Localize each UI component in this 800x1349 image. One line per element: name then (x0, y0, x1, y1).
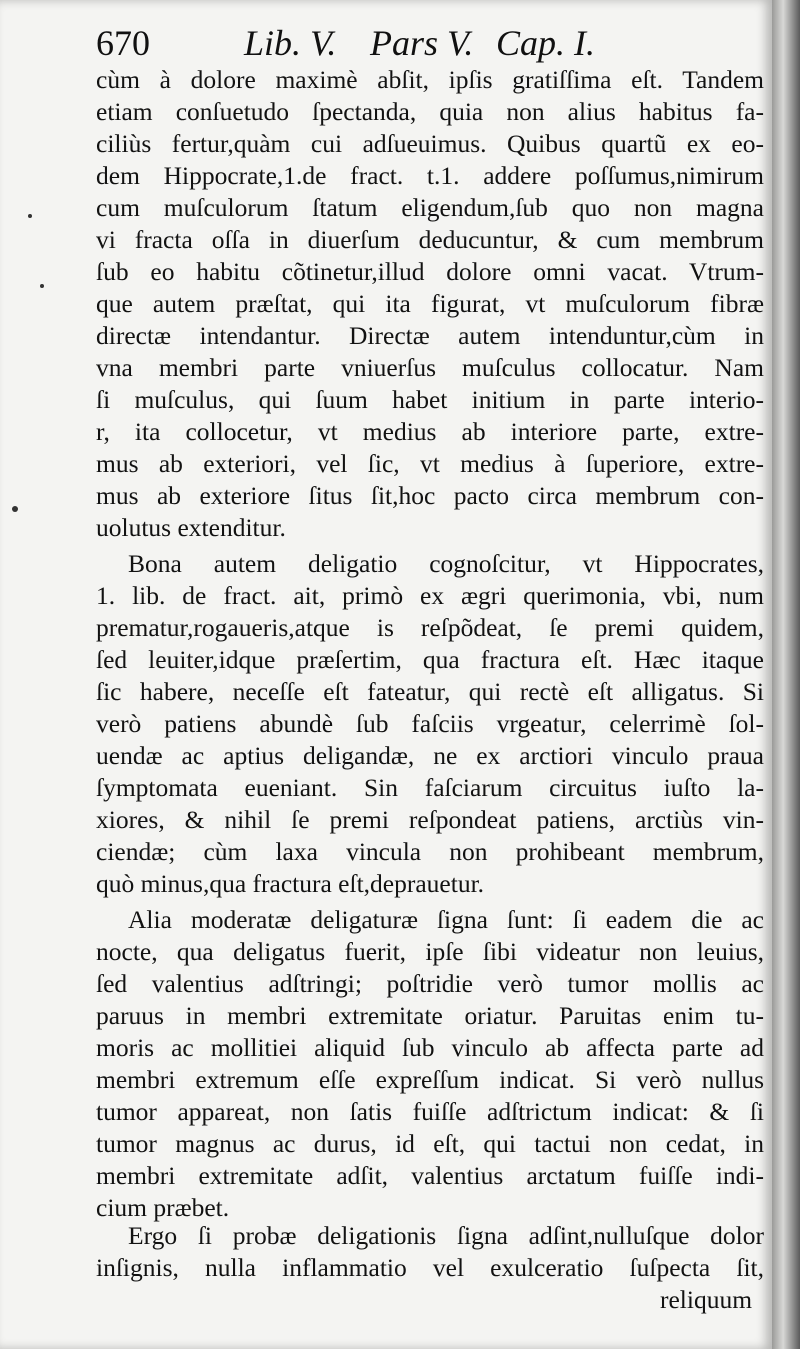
text-line: ciliùs fertur,quàm cui adſueuimus. Quibus quartũ ex eo- (96, 129, 764, 158)
text-line: cum muſculorum ſtatum eligendum,ſub quo non magna (96, 193, 764, 222)
text-line: que autem præſtat, qui ita figurat, vt muſculorum fibræ (96, 289, 764, 318)
text-line: ſub eo habitu cõtinetur,illud dolore omni vacat. Vtrum- (96, 257, 764, 286)
text-line: vi fracta oſſa in diuerſum deducuntur, & cum membrum (96, 225, 764, 254)
page-number: 670 (96, 23, 150, 63)
text-line: etiam conſuetudo ſpectanda, quia non alius habitus fa- (96, 97, 764, 126)
book-label: Lib. V. (244, 23, 337, 63)
text-line: ſed valentius adſtringi; poſtridie verò tumor mollis ac (96, 969, 764, 998)
text-line: ſymptomata eueniant. Sin faſciarum circuitus iuſto la- (96, 773, 764, 802)
catchword: reliquum (660, 1285, 753, 1314)
paragraph-end-line: quò minus,qua fractura eſt,deprauetur. (96, 869, 485, 898)
text-line: cùm à dolore maximè abſit, ipſis gratiſſima eſt. Tandem (96, 65, 764, 94)
text-line: r, ita collocetur, vt medius ab interiore parte, extre- (96, 417, 764, 446)
ink-speck (40, 284, 44, 288)
text-line: vna membri parte vniuerſus muſculus collocatur. Nam (96, 353, 764, 382)
text-line: ſed leuiter,idque præſertim, qua fractura eſt. Hæc itaque (96, 645, 764, 674)
paragraph-start-line: Ergo ſi probæ deligationis ſigna adſint,nulluſque dolor (128, 1221, 764, 1250)
text-line: dem Hippocrate,1.de fract. t.1. addere poſſumus,nimirum (96, 161, 764, 190)
text-line: prematur,rogaueris,atque is reſpõdeat, ſe premi quidem, (96, 613, 764, 642)
text-line: ciendæ; cùm laxa vincula non prohibeant membrum, (96, 837, 764, 866)
text-line: 1. lib. de fract. ait, primò ex ægri querimonia, vbi, num (96, 581, 764, 610)
text-line: xiores, & nihil ſe premi reſpondeat patiens, arctiùs vin- (96, 805, 764, 834)
paragraph-start-line: Alia moderatæ deligaturæ ſigna ſunt: ſi eadem die ac (128, 905, 764, 934)
text-line: directæ intendantur. Directæ autem intenduntur,cùm in (96, 321, 764, 350)
part-label: Pars V. (370, 23, 474, 63)
text-line: tumor magnus ac durus, id eſt, qui tactui non cedat, in (96, 1129, 764, 1158)
ink-speck (28, 214, 32, 218)
page-edge-shadow (772, 0, 800, 1349)
paragraph-end-line: cium præbet. (96, 1193, 230, 1222)
text-line: uendæ ac aptius deligandæ, ne ex arctiori vinculo praua (96, 741, 764, 770)
text-line: paruus in membri extremitate oriatur. Paruitas enim tu- (96, 1001, 764, 1030)
paragraph-start-line: Bona autem deligatio cognoſcitur, vt Hippocrates, (128, 549, 764, 578)
text-line: membri extremitate adſit, valentius arctatum fuiſſe indi- (96, 1161, 764, 1190)
text-line: verò patiens abundè ſub faſciis vrgeatur, celerrimè ſol- (96, 709, 764, 738)
text-line: ſi muſculus, qui ſuum habet initium in parte interio- (96, 385, 764, 414)
ink-speck (12, 506, 18, 512)
text-line: tumor appareat, non ſatis fuiſſe adſtrictum indicat: & ſi (96, 1097, 764, 1126)
chapter-label: Cap. I. (496, 23, 595, 63)
text-line: ſic habere, neceſſe eſt fateatur, qui rectè eſt alligatus. Si (96, 677, 764, 706)
paragraph-end-line: uolutus extenditur. (96, 513, 286, 542)
text-line: mus ab exteriore ſitus ſit,hoc pacto circa membrum con- (96, 481, 764, 510)
text-line: mus ab exteriori, vel ſic, vt medius à ſuperiore, extre- (96, 449, 764, 478)
text-line: nocte, qua deligatus fuerit, ipſe ſibi videatur non leuius, (96, 937, 764, 966)
text-line: inſignis, nulla inflammatio vel exulceratio ſuſpecta ſit, (96, 1253, 764, 1282)
text-line: moris ac mollitiei aliquid ſub vinculo ab affecta parte ad (96, 1033, 764, 1062)
text-line: membri extremum eſſe expreſſum indicat. Si verò nullus (96, 1065, 764, 1094)
